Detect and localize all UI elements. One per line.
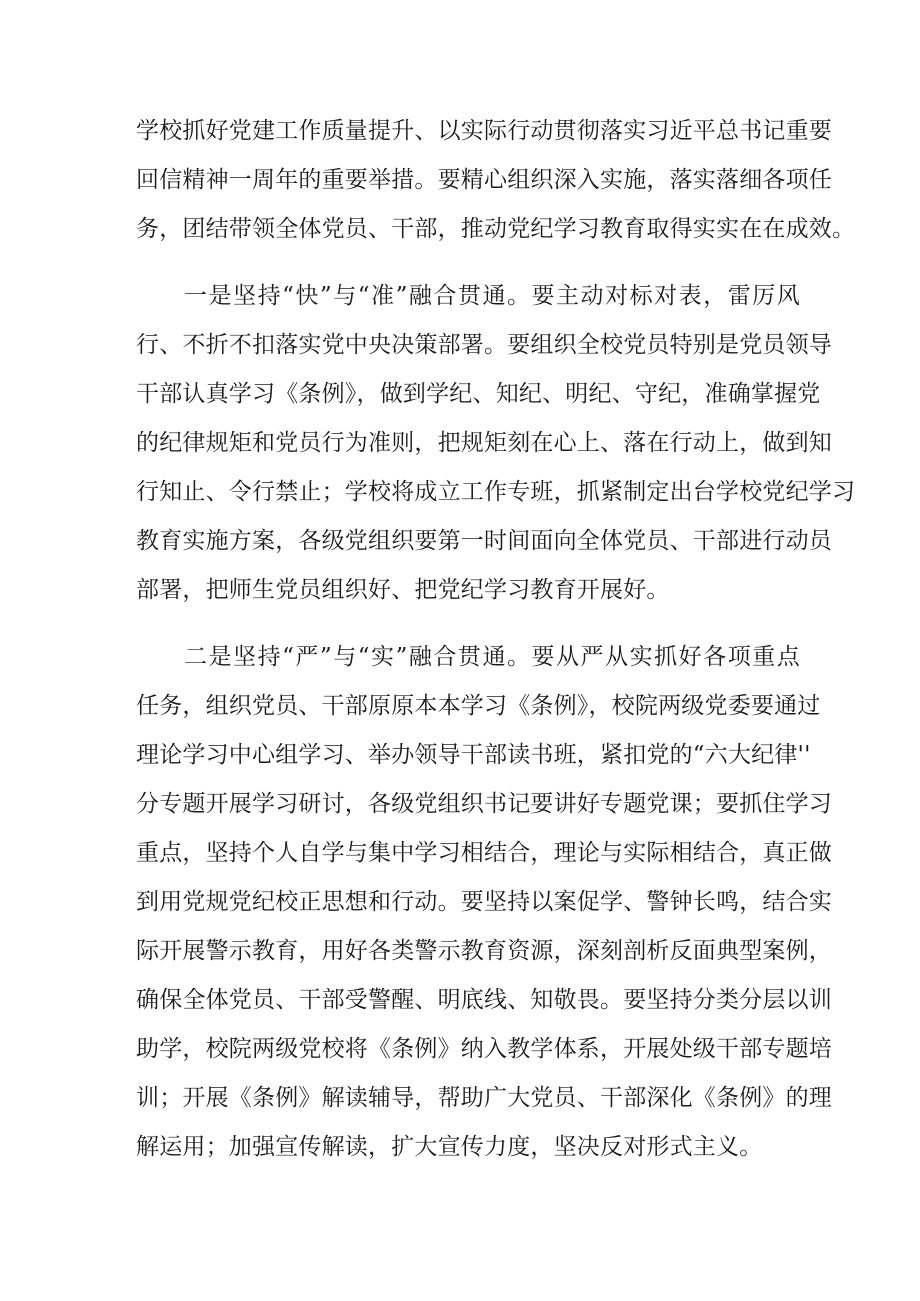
paragraph-2-line-5: 行知止、令行禁止；学校将成立工作专班，抓紧制定出台学校党纪学习 (136, 479, 856, 505)
paragraph-2-line-1: 一是坚持“快”与“准”融合贯通。要主动对标对表，雷厉风 (184, 283, 800, 309)
paragraph-2-line-6: 教育实施方案，各级党组织要第一时间面向全体党员、干部进行动员 (136, 528, 832, 554)
paragraph-2-line-2: 行、不折不扣落实党中央决策部署。要组织全校党员特别是党员领导 (136, 332, 832, 358)
paragraph-3-line-4: 分专题开展学习研讨，各级党组织书记要讲好专题党课；要抓住学习 (136, 791, 832, 817)
paragraph-3-line-11: 解运用；加强宣传解读，扩大宣传力度，坚决反对形式主义。 (136, 1134, 763, 1160)
paragraph-3-line-2: 任务，组织党员、干部原原本本学习《条例》，校院两级党委要通过 (136, 693, 821, 719)
paragraph-1-line-3: 务，团结带领全体党员、干部，推动党纪学习教育取得实实在在成效。 (136, 216, 856, 242)
paragraph-3-line-5: 重点，坚持个人自学与集中学习相结合，理论与实际相结合，真正做 (136, 840, 832, 866)
paragraph-1-line-2: 回信精神一周年的重要举措。要精心组织深入实施，落实落细各项任 (136, 167, 832, 193)
paragraph-2-line-7: 部署，把师生党员组织好、把党纪学习教育开展好。 (136, 577, 670, 603)
paragraph-3-line-6: 到用党规党纪校正思想和行动。要坚持以案促学、警钟长鸣，结合实 (136, 889, 832, 915)
paragraph-3-line-1: 二是坚持“严”与“实”融合贯通。要从严从实抓好各项重点 (184, 644, 800, 670)
paragraph-3-line-7: 际开展警示教育，用好各类警示教育资源，深刻剖析反面典型案例， (136, 938, 832, 964)
paragraph-3-line-8: 确保全体党员、干部受警醒、明底线、知敬畏。要坚持分类分层以训 (136, 987, 832, 1013)
paragraph-3-line-10: 训；开展《条例》解读辅导，帮助广大党员、干部深化《条例》的理 (136, 1085, 832, 1111)
paragraph-1-line-1: 学校抓好党建工作质量提升、以实际行动贯彻落实习近平总书记重要 (136, 118, 832, 144)
paragraph-2-line-3: 干部认真学习《条例》，做到学纪、知纪、明纪、守纪，准确掌握党 (136, 381, 821, 407)
paragraph-3-line-3: 理论学习中心组学习、举办领导干部读书班，紧扣党的“六大纪律'' (136, 742, 811, 768)
paragraph-3-line-9: 助学，校院两级党校将《条例》纳入教学体系，开展处级干部专题培 (136, 1036, 832, 1062)
paragraph-2-line-4: 的纪律规矩和党员行为准则，把规矩刻在心上、落在行动上，做到知 (136, 430, 832, 456)
